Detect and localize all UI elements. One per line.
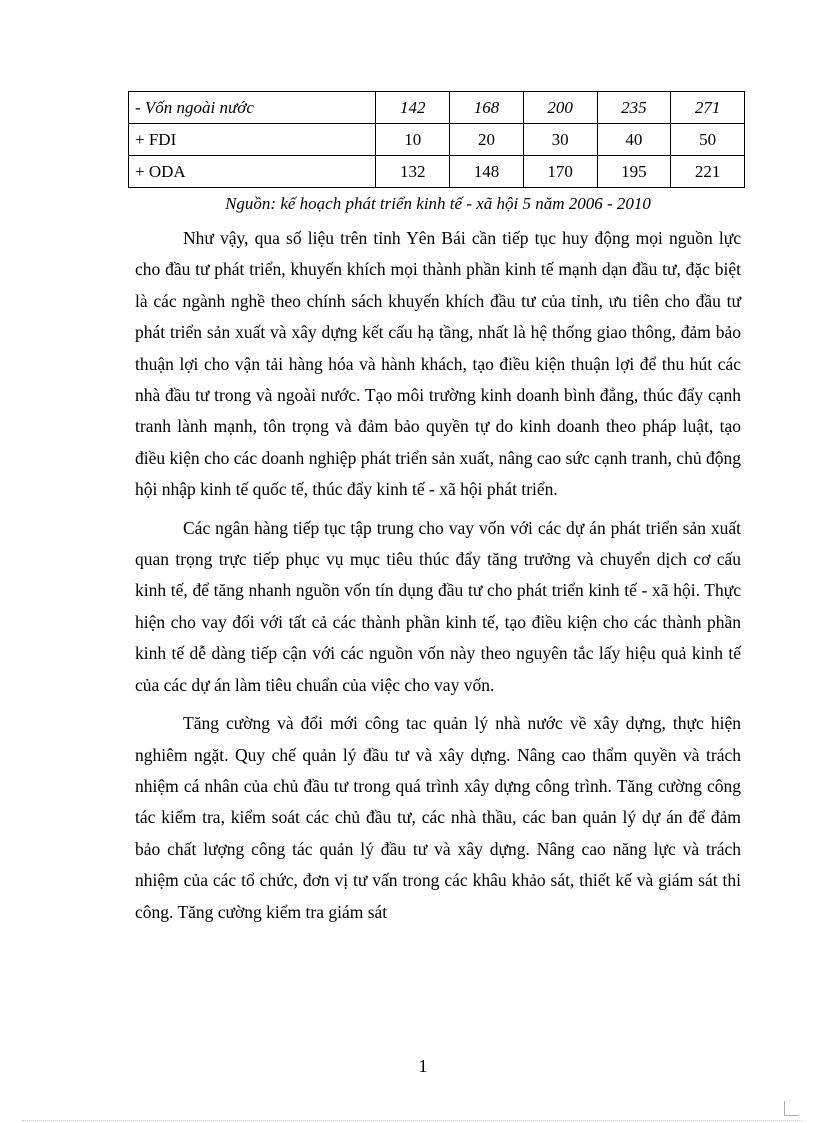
table-cell: 142 bbox=[376, 92, 450, 124]
table-cell: 10 bbox=[376, 124, 450, 156]
paragraph: Các ngân hàng tiếp tục tập trung cho vay vốn với các dự án phát triển sản xuất quan trọng trực tiếp phục vụ mục tiêu thúc đẩy tăng trưởng và chuyển dịch cơ cấu kinh tế, để tăng nhanh nguồn vốn tín dụng đầu tư cho phát triển kinh tế - xã hội. Thực hiện cho vay đối với tất cả các thành phần kinh tế, tạo điều kiện cho các thành phần kinh tế dễ dàng tiếp cận với các nguồn vốn này theo nguyên tắc lấy hiệu quả kinh tế của các dự án làm tiêu chuẩn của việc cho vay vốn. bbox=[135, 517, 741, 695]
table-cell: 50 bbox=[671, 124, 745, 156]
table-cell: 200 bbox=[523, 92, 597, 124]
table-source-caption: Nguồn: kế hoạch phát triển kinh tế - xã hội 5 năm 2006 - 2010 bbox=[225, 194, 651, 213]
row-label: - Vốn ngoài nước bbox=[129, 92, 376, 124]
table-cell: 40 bbox=[597, 124, 671, 156]
capital-table bbox=[128, 91, 745, 188]
paragraph: Như vậy, qua số liệu trên tỉnh Yên Bái cần tiếp tục huy động mọi nguồn lực cho đầu tư phát triển, khuyến khích mọi thành phần kinh tế mạnh dạn đầu tư, đặc biệt là các ngành nghề theo chính sách khuyến khích đầu tư của tỉnh, ưu tiên cho đầu tư phát triển sản xuất và xây dựng kết cấu hạ tầng, nhất là hệ thống giao thông, đảm bảo thuận lợi cho vận tải hàng hóa và hành khách, tạo điều kiện thuận lợi để thu hút các nhà đầu tư trong và ngoài nước. Tạo môi trường kinh doanh bình đẳng, thúc đẩy cạnh tranh lành mạnh, tôn trọng và đảm bảo quyền tự do kinh doanh theo pháp luật, tạo điều kiện cho các doanh nghiệp phát triển sản xuất, nâng cao sức cạnh tranh, chủ động hội nhập kinh tế quốc tế, thúc đẩy kinh tế - xã hội phát triển. bbox=[135, 228, 741, 500]
table-cell: 20 bbox=[450, 124, 524, 156]
table-row bbox=[129, 92, 745, 124]
table-cell: 271 bbox=[671, 92, 745, 124]
body-text bbox=[135, 223, 741, 935]
row-label: + ODA bbox=[129, 156, 376, 188]
table-row bbox=[129, 124, 745, 156]
table-cell: 195 bbox=[597, 156, 671, 188]
row-label: + FDI bbox=[129, 124, 376, 156]
table-row bbox=[129, 156, 745, 188]
table-cell: 168 bbox=[450, 92, 524, 124]
table-cell: 148 bbox=[450, 156, 524, 188]
paragraph: Tăng cường và đổi mới công tac quản lý nhà nước về xây dựng, thực hiện nghiêm ngặt. Quy chế quản lý đầu tư và xây dựng. Nâng cao thẩm quyền và trách nhiệm cá nhân của chủ đầu tư trong quá trình xây dựng công trình. Tăng cường công tác kiểm tra, kiểm soát các chủ đầu tư, các nhà thầu, các ban quản lý dự án để đảm bảo chất lượng công tác quản lý đầu tư và xây dựng. Nâng cao năng lực và trách nhiệm của các tổ chức, đơn vị tư vấn trong các khâu khảo sát, thiết kế và giám sát thi công. Tăng cường kiểm tra giám sát bbox=[135, 713, 741, 922]
page-boundary-line bbox=[22, 1120, 802, 1121]
table-cell: 221 bbox=[671, 156, 745, 188]
table-cell: 132 bbox=[376, 156, 450, 188]
page-corner-mark bbox=[784, 1101, 799, 1116]
table-cell: 170 bbox=[523, 156, 597, 188]
table-cell: 30 bbox=[523, 124, 597, 156]
table-cell: 235 bbox=[597, 92, 671, 124]
page-number: 1 bbox=[418, 1056, 428, 1076]
